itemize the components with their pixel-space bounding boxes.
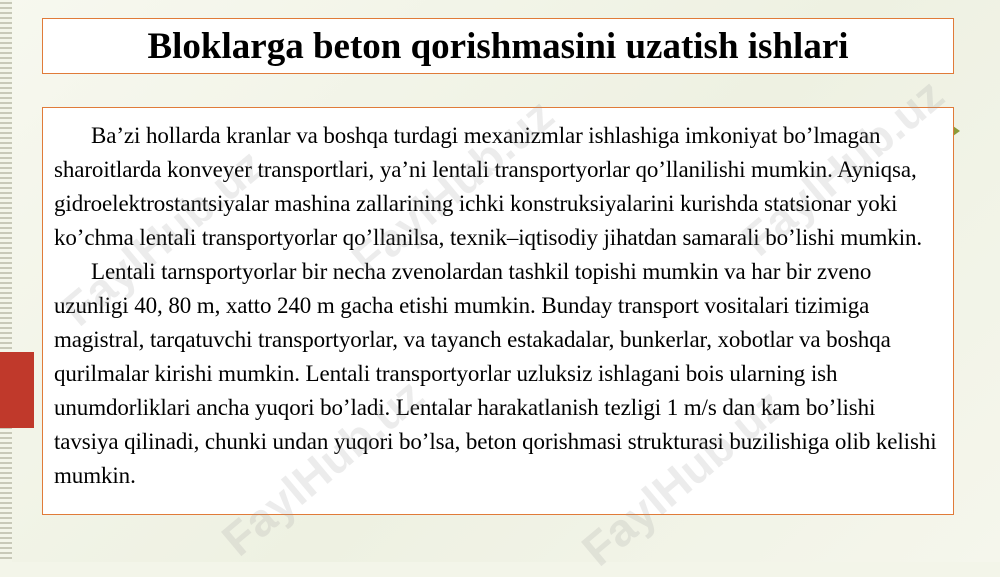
right-arrow-decoration [953,126,960,136]
title-box [42,18,954,74]
slide-title: Bloklarga beton qorishmasini uzatish ishlari [147,25,849,67]
side-accent-bar [0,352,34,428]
paragraph-1: Ba’zi hollarda kranlar va boshqa turdagi mexanizmlar ishlashiga imkoniyat bo’lmagan sharoitlarda konveyer transportlari, ya’ni lentali transportyorlar qo’llanilishi mumkin. Ayniqsa, gidroelektrostantsiyalar mashina zallarining ichki konstruksiyalarini kurishda statsionar yoki ko’chma lentali transportyorlar qo’llanilsa, texnik–iqtisodiy jihatdan samarali bo’lishi mumkin. [54,123,923,250]
left-decorative-stripes [0,0,12,562]
content-box [42,107,954,515]
arrow-icon [953,126,960,136]
paragraph-2: Lentali tarnsportyorlar bir necha zvenolardan tashkil topishi mumkin va har bir zveno uzunligi 40, 80 m, xatto 240 m gacha etishi mumkin. Bunday transport vositalari tizimiga magistral, tarqatuvchi transportyorlar, va tayanch estakadalar, bunkerlar, xobotlar va boshqa qurilmalar kirishi mumkin. Lentali transportyorlar uzluksiz ishlagani bois ularning ish unumdorliklari ancha yuqori bo’ladi. Lentalar harakatlanish tezligi 1 m/s dan kam bo’lishi tavsiya qilinadi, chunki undan yuqori bo’lsa, beton qorishmasi strukturasi buzilishiga olib kelishi mumkin. [54,259,937,488]
